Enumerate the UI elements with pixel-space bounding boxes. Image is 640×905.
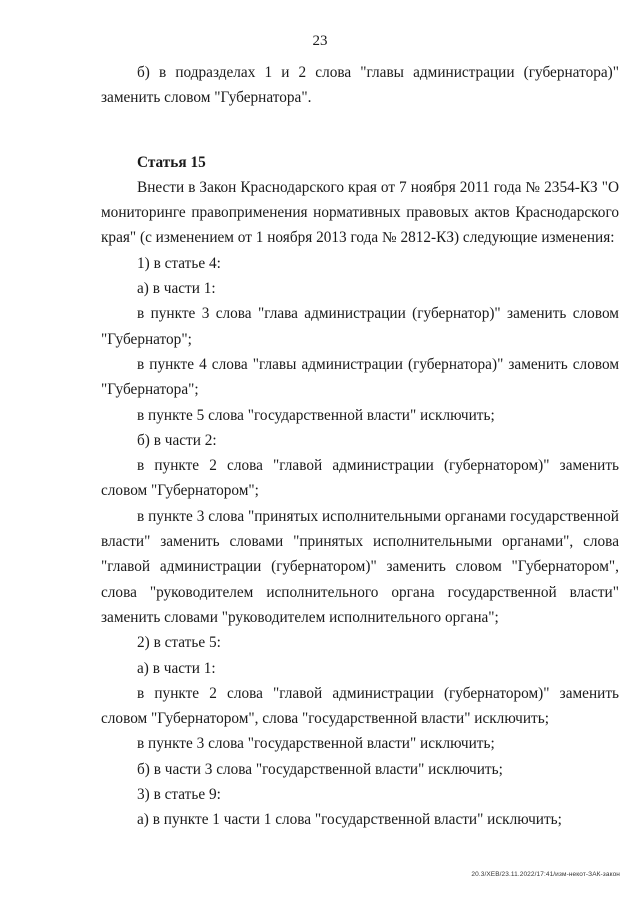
document-code: 20.3/ХЕВ/23.11.2022/17:41/изм-некот-ЗАК-закон xyxy=(471,871,620,878)
list-item: 3) в статье 9: xyxy=(137,786,221,804)
paragraph: в пункте 3 слова "принятых исполнительными органами государственной власти" заменить словами "принятых исполнительными органами", слова "главой администрации (губернатором)" заменить словом "Губернатором", слова "руководителем исполнительного органа государственной власти" заменить словами "руководителем исполнительного органа"; xyxy=(101,507,619,626)
paragraph: в пункте 2 слова "главой администрации (губернатором)" заменить словом "Губернатором"; xyxy=(101,457,619,500)
list-item: а) в части 1: xyxy=(137,659,216,677)
list-item: а) в части 1: xyxy=(137,280,216,298)
paragraph: б) в подразделах 1 и 2 слова "главы администрации (губернатора)" заменить словом "Губернатора". xyxy=(101,64,619,107)
paragraph: в пункте 2 слова "главой администрации (губернатором)" заменить словом "Губернатором", слова "государственной власти" исключить; xyxy=(101,684,619,728)
paragraph: а) в пункте 1 части 1 слова "государственной власти" исключить; xyxy=(137,811,562,829)
paragraph: в пункте 5 слова "государственной власти" исключить; xyxy=(137,406,495,424)
article-heading: Статья 15 xyxy=(137,153,206,171)
paragraph: в пункте 3 слова "глава администрации (губернатор)" заменить словом "Губернатор"; xyxy=(101,305,619,348)
paragraph: б) в части 3 слова "государственной власти" исключить; xyxy=(137,760,503,778)
document-body xyxy=(101,60,619,833)
paragraph: в пункте 3 слова "государственной власти" исключить; xyxy=(137,735,495,753)
list-item: 2) в статье 5: xyxy=(137,634,221,652)
page-number: 23 xyxy=(312,33,328,49)
paragraph: Внести в Закон Краснодарского края от 7 ноября 2011 года № 2354-КЗ "О мониторинге правоприменения нормативных правовых актов Краснодарского края" (с изменением от 1 ноября 2013 года № 2812-КЗ) следующие изменения: xyxy=(101,178,619,247)
list-item: 1) в статье 4: xyxy=(137,254,221,272)
list-item: б) в части 2: xyxy=(137,431,217,449)
paragraph: в пункте 4 слова "главы администрации (губернатора)" заменить словом "Губернатора"; xyxy=(101,355,619,399)
